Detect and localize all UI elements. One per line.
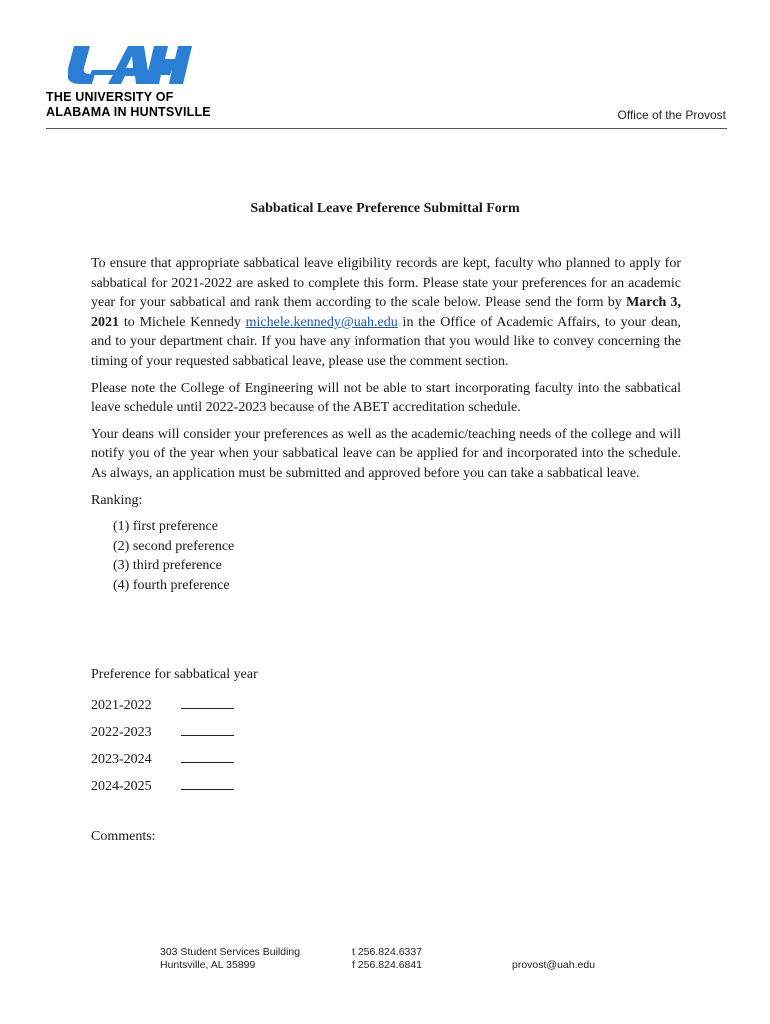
footer-contact-numbers: [352, 946, 422, 972]
intro-paragraph: [91, 254, 681, 372]
office-name: Office of the Provost: [617, 108, 726, 122]
ranking-item: (3) third preference: [113, 558, 222, 574]
address-line2: Huntsville, AL 35899: [160, 959, 256, 971]
comments-label: Comments:: [91, 829, 156, 844]
form-body: [91, 254, 681, 596]
header-divider: [46, 128, 727, 129]
ranking-label: Ranking:: [91, 492, 143, 508]
engineering-note: Please note the College of Engineering will not be able to start incorporating faculty into the sabbatical leave schedule until 2022-2023 because of the ABET accreditation schedule.: [91, 380, 681, 416]
university-name-line2: ALABAMA IN HUNTSVILLE: [46, 105, 211, 119]
intro-text-1: To ensure that appropriate sabbatical leave eligibility records are kept, faculty who planned to apply for sabbatical for 2021-2022 are asked to complete this form. Please state your preferences for an academic year for your sabbatical and rank them according to the scale below. Please send the form by: [91, 256, 681, 311]
uah-logo-mark-icon: [68, 44, 196, 86]
footer-address: [160, 946, 300, 972]
preference-row: [91, 775, 234, 795]
rank-blank-field[interactable]: [181, 748, 234, 763]
deans-note: Your deans will consider your preferences as well as the academic/teaching needs of the college and will notify you of the year when your sabbatical leave can be applied for and incorporated into the schedule. As always, an application must be submitted and approved before you can take a sabbatical leave.: [91, 426, 681, 481]
fax-number: f 256.824.6841: [352, 959, 423, 971]
deadline-date: March 3, 2021: [91, 295, 681, 330]
preference-row: [91, 694, 234, 714]
year-label: 2024-2025: [91, 779, 152, 794]
rank-blank-field[interactable]: [181, 775, 234, 790]
ranking-item: (1) first preference: [113, 519, 218, 535]
year-label: 2021-2022: [91, 698, 152, 713]
phone-number: t 256.824.6337: [352, 946, 423, 958]
intro-text-3: in the Office of Academic Affairs, to your dean, and to your department chair. If you have any information that you would like to convey concerning the timing of your requested sabbatical leave, please use the comment section.: [91, 314, 681, 369]
preference-row: [91, 748, 234, 768]
rank-blank-field[interactable]: [181, 694, 234, 709]
year-label: 2023-2024: [91, 752, 152, 767]
ranking-list: [113, 517, 681, 595]
intro-text-2: to Michele Kennedy: [119, 314, 246, 330]
year-label: 2022-2023: [91, 725, 152, 740]
university-name-line1: THE UNIVERSITY OF: [46, 90, 174, 104]
uah-logo: [46, 44, 226, 120]
address-line1: 303 Student Services Building: [160, 946, 301, 958]
rank-blank-field[interactable]: [181, 721, 234, 736]
ranking-item: (4) fourth preference: [113, 577, 230, 593]
preference-row: [91, 721, 234, 741]
preference-label: Preference for sabbatical year: [91, 667, 258, 682]
form-title: Sabbatical Leave Preference Submittal Form: [250, 201, 520, 216]
footer-email: provost@uah.edu: [512, 959, 596, 971]
ranking-item: (2) second preference: [113, 538, 235, 554]
contact-email-link[interactable]: michele.kennedy@uah.edu: [245, 314, 398, 330]
